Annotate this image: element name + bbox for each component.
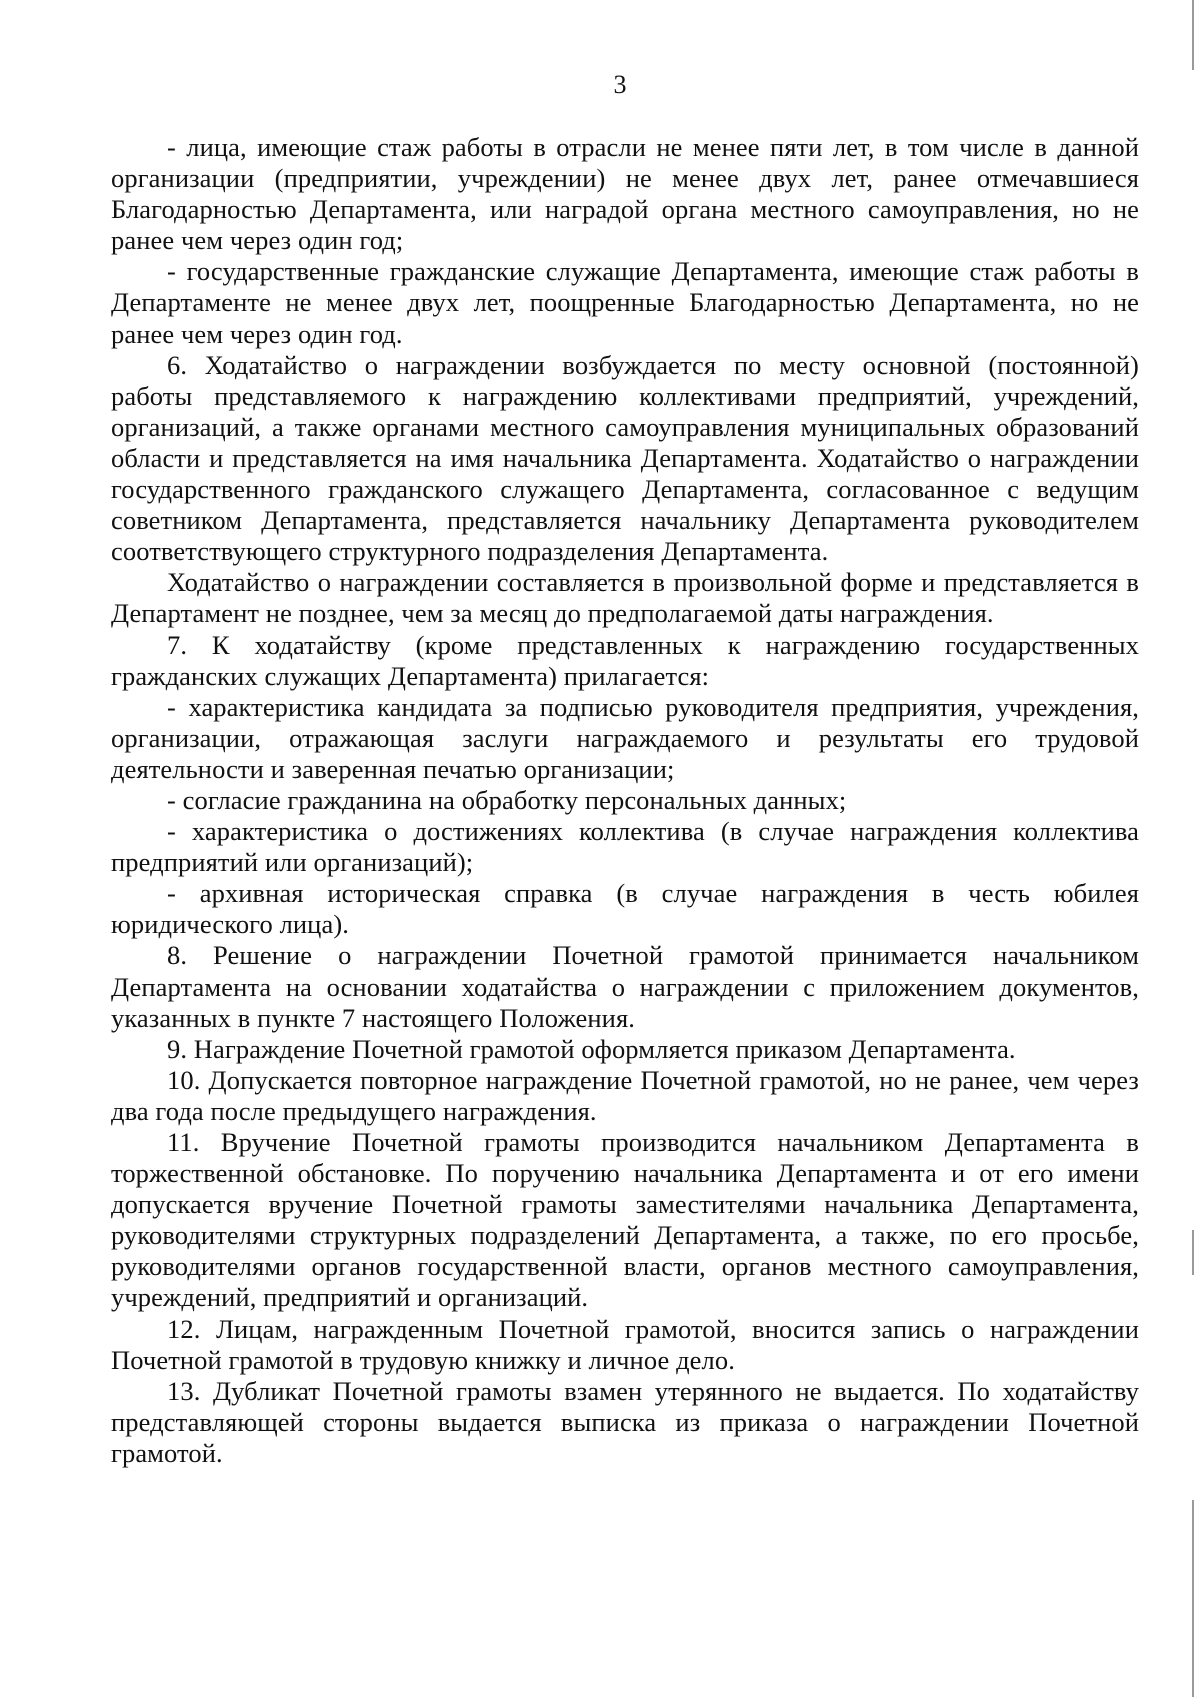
paragraph-clause-8: 8. Решение о награждении Почетной грамотой принимается начальником Департамента на основании ходатайства о награждении с приложением документов, указанных в пункте 7 настоящего Положения. [111,940,1139,1033]
paragraph-clause-6: 6. Ходатайство о награждении возбуждается по месту основной (постоянной) работы представляемого к награждению коллективами предприятий, учреждений, организаций, а также органами местного самоуправления муниципальных образований области и представляется на имя начальника Департамента. Ходатайство о награждении государственного гражданского служащего Департамента, согласованное с ведущим советником Департамента, представляется начальнику Департамента руководителем соответствующего структурного подразделения Департамента. [111,349,1139,567]
paragraph-clause-12: 12. Лицам, награжденным Почетной грамотой, вносится запись о награждении Почетной грамотой в трудовую книжку и личное дело. [111,1313,1139,1375]
paragraph-list-item: - государственные гражданские служащие Департамента, имеющие стаж работы в Департаменте не менее двух лет, поощренные Благодарностью Департамента, но не ранее чем через один год. [111,256,1139,349]
paragraph-list-item: - согласие гражданина на обработку персональных данных; [167,784,847,815]
page-number: 3 [613,70,627,99]
paragraph-list-item: - характеристика кандидата за подписью руководителя предприятия, учреждения, организации, отражающая заслуги награждаемого и результаты его трудовой деятельности и заверенная печатью организации; [111,691,1139,784]
scan-edge-mark [1192,0,1194,70]
paragraph: Ходатайство о награждении составляется в произвольной форме и представляется в Департамент не позднее, чем за месяц до предполагаемой даты награждения. [111,567,1139,629]
paragraph-list-item: - характеристика о достижениях коллектива (в случае награждения коллектива предприятий или организаций); [111,816,1139,878]
paragraph-clause-13: 13. Дубликат Почетной грамоты взамен утерянного не выдается. По ходатайству представляющей стороны выдается выписка из приказа о награждении Почетной грамотой. [111,1375,1139,1468]
paragraph-list-item: - лица, имеющие стаж работы в отрасли не менее пяти лет, в том числе в данной организации (предприятии, учреждении) не менее двух лет, ранее отмечавшиеся Благодарностью Департамента, или наградой органа местного самоуправления, но не ранее чем через один год; [111,132,1139,256]
paragraph-clause-11: 11. Вручение Почетной грамоты производится начальником Департамента в торжественной обстановке. По поручению начальника Департамента и от его имени допускается вручение Почетной грамоты заместителями начальника Департамента, руководителями структурных подразделений Департамента, а также, по его просьбе, руководителями органов государственной власти, органов местного самоуправления, учреждений, предприятий и организаций. [111,1127,1139,1313]
scan-edge-mark [1192,1500,1194,1697]
paragraph-clause-9: 9. Награждение Почетной грамотой оформляется приказом Департамента. [167,1033,1016,1064]
scan-edge-mark [1192,1230,1194,1275]
paragraph-clause-10: 10. Допускается повторное награждение Почетной грамотой, но не ранее, чем через два года после предыдущего награждения. [111,1064,1139,1126]
paragraph-list-item: - архивная историческая справка (в случае награждения в честь юбилея юридического лица). [111,878,1139,940]
paragraph-clause-7: 7. К ходатайству (кроме представленных к награждению государственных гражданских служащих Департамента) прилагается: [111,629,1139,691]
document-body [111,132,1139,1469]
